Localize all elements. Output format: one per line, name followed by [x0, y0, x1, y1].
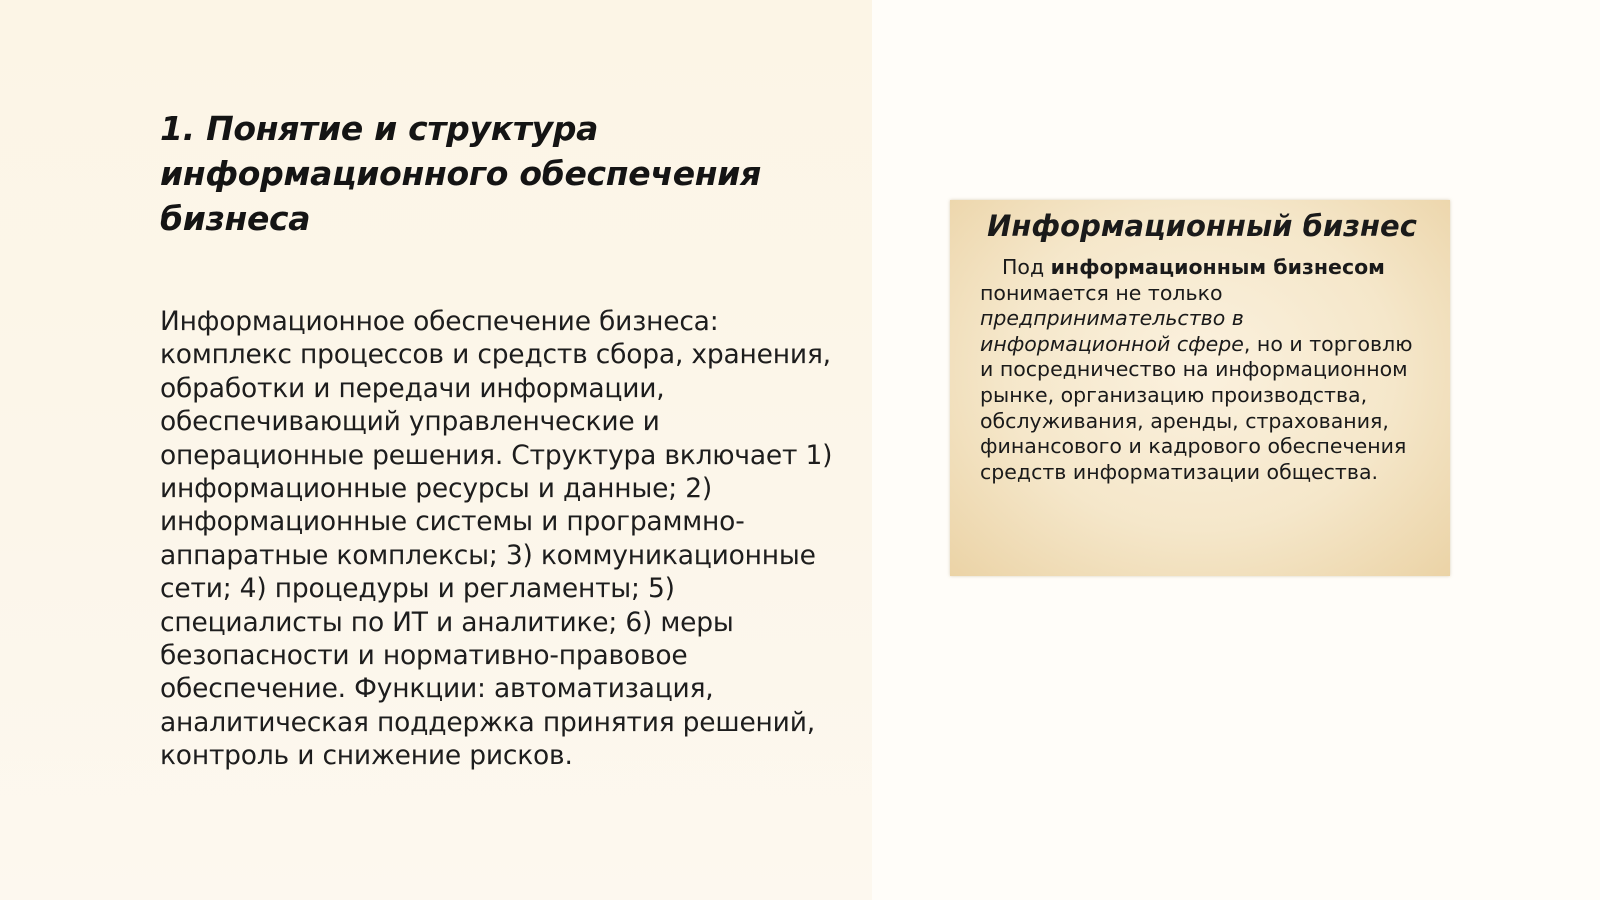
card-term: информационным бизнесом [1050, 255, 1385, 279]
card-body [980, 255, 1424, 485]
card-italic-phrase: предпринимательство в информационной сфере [980, 306, 1244, 356]
slide-title: 1. Понятие и структура информационного обеспечения бизнеса [160, 109, 762, 238]
card-text-1: понимается не только [980, 280, 1223, 305]
slide-body-text: Информационное обеспечение бизнеса: комплекс процессов и средств сбора, хранения, обработки и передачи информации, обеспечивающий управленческие и операционные решения. Структура включает 1) информационные ресурсы и данные; 2) информационные системы и программно-аппаратные комплексы; 3) коммуникационные сети; 4) процедуры и регламенты; 5) специалисты по ИТ и аналитике; 6) меры безопасности и нормативно-правовое обеспечение. Функции: автоматизация, аналитическая поддержка принятия решений, контроль и снижение рисков. [160, 306, 833, 772]
card-title: Информационный бизнес [987, 209, 1417, 243]
card-text-2: , но и торговлю и посредничество на информационном рынке, организацию производства, обслуживания, аренды, страхования, финансового и кадрового обеспечения средств информатизации общества. [980, 331, 1413, 484]
card-intro: Под [1002, 255, 1045, 279]
definition-card [950, 200, 1450, 576]
